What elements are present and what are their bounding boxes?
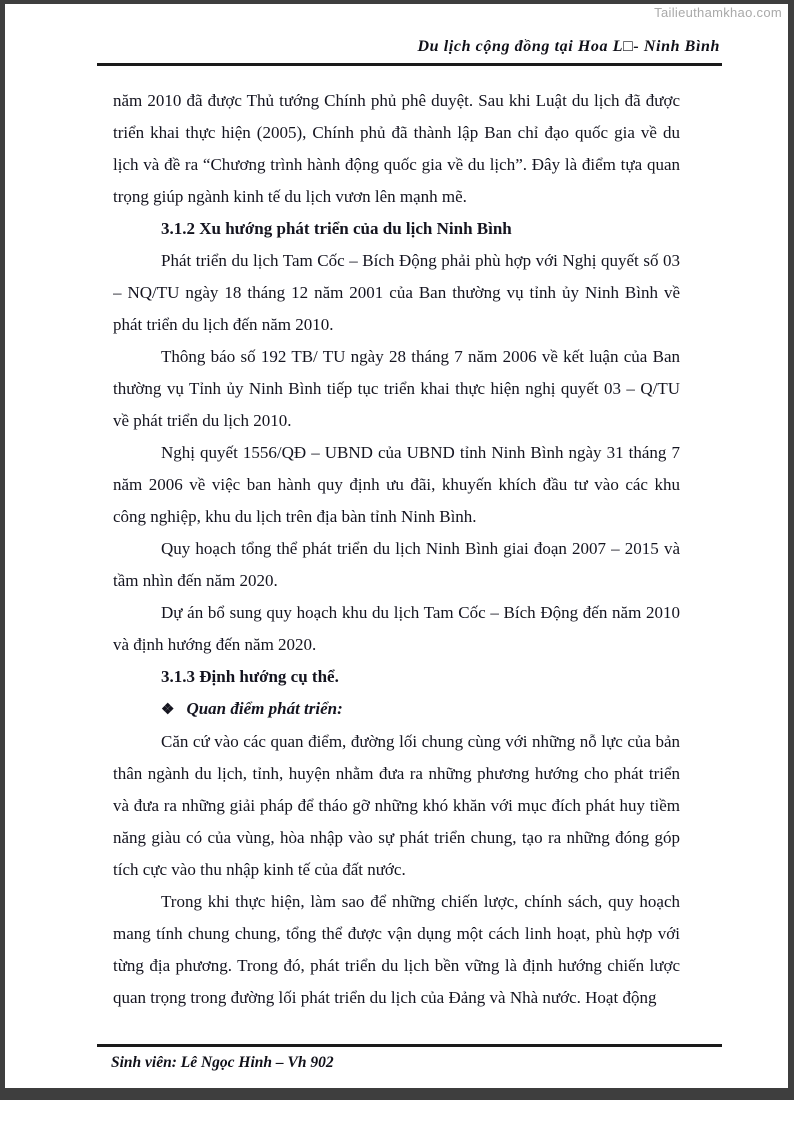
paragraph: Căn cứ vào các quan điểm, đường lối chung cùng với những nỗ lực của bản thân ngành du lịch, tỉnh, huyện nhằm đưa ra những phương hướng cho phát triển và đưa ra những giải pháp để tháo gỡ những khó khăn với mục đích phát huy tiềm năng giàu có của vùng, hòa nhập vào sự phát triển chung, tạo ra những đóng góp tích cực vào thu nhập kinh tế của đất nước. [113,732,680,879]
section-heading: 3.1.3 Định hướng cụ thể. [161,667,339,686]
diamond-bullet-icon: ❖ [161,702,175,718]
paragraph: Phát triển du lịch Tam Cốc – Bích Động phải phù hợp với Nghị quyết số 03 – NQ/TU ngày 18 tháng 12 năm 2001 của Ban thường vụ tỉnh ủy Ninh Bình về phát triển du lịch đến năm 2010. [113,251,680,334]
page-footer [97,1044,722,1072]
paragraph: Thông báo số 192 TB/ TU ngày 28 tháng 7 năm 2006 về kết luận của Ban thường vụ Tỉnh ủy Ninh Bình tiếp tục triển khai thực hiện nghị quyết 03 – Q/TU về phát triển du lịch 2010. [113,347,680,430]
header-title: Du lịch cộng đồng tại Hoa L□- Ninh Bình [417,38,720,55]
section-heading: 3.1.2 Xu hướng phát triển của du lịch Ninh Bình [161,219,512,238]
watermark: Tailieuthamkhao.com [654,5,782,20]
paragraph: năm 2010 đã được Thủ tướng Chính phủ phê duyệt. Sau khi Luật du lịch đã được triển khai thực hiện (2005), Chính phủ đã thành lập Ban chỉ đạo quốc gia về du lịch và đề ra “Chương trình hành động quốc gia về du lịch”. Đây là điểm tựa quan trọng giúp ngành kinh tế du lịch vươn lên mạnh mẽ. [113,91,680,206]
paragraph: Nghị quyết 1556/QĐ – UBND của UBND tỉnh Ninh Bình ngày 31 tháng 7 năm 2006 về việc ban hành quy định ưu đãi, khuyến khích đầu tư vào các khu công nghiệp, khu du lịch trên địa bàn tỉnh Ninh Bình. [113,443,680,526]
paragraph: Trong khi thực hiện, làm sao để những chiến lược, chính sách, quy hoạch mang tính chung chung, tổng thể được vận dụng một cách linh hoạt, phù hợp với từng địa phương. Trong đó, phát triển du lịch bền vững là định hướng chiến lược quan trọng trong đường lối phát triển du lịch của Đảng và Nhà nước. Hoạt động [113,892,680,1007]
document-body [113,85,680,1037]
footer-text: Sinh viên: Lê Ngọc Hinh – Vh 902 [111,1054,334,1071]
header-divider [97,63,722,66]
paragraph: Quy hoạch tổng thể phát triển du lịch Ninh Bình giai đoạn 2007 – 2015 và tầm nhìn đến năm 2020. [113,539,680,590]
bullet-text: Quan điểm phát triển: [186,699,343,718]
paragraph: Dự án bổ sung quy hoạch khu du lịch Tam Cốc – Bích Động đến năm 2010 và định hướng đến năm 2020. [113,603,680,654]
footer-divider [97,1044,722,1047]
bullet-item [113,693,680,726]
page-header [97,38,722,66]
